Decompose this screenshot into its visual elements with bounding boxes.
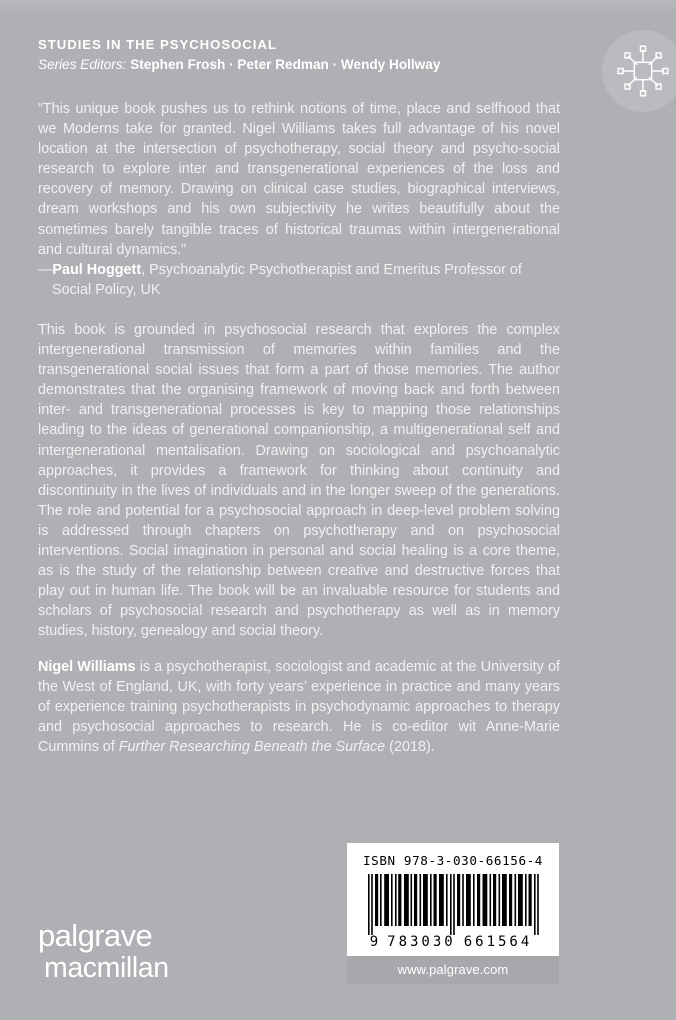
- author-bio-part2: (2018).: [385, 739, 435, 756]
- series-editors-label: Series Editors:: [38, 57, 127, 72]
- book-description: This book is grounded in psychosocial research that explores the complex intergenerational transmission of memories within families and the transgenerational social issues that form a part of those memories. The author demonstrates that the organising framework of moving back and forth between inter- and transgenerational processes is key to mapping those relationships leading to the ideas of generational companionship, a multigenerational self and intergenerational mentalisation. Drawing on sociological and psychoanalytic approaches, it provides a framework for thinking about continuity and discontinuity in the lives of individuals and in the longer sweep of the generations. The role and potential for a psychosocial approach in deep-level problem solving is addressed through chapters on psychotherapy and on psychosocial interventions. Social imagination in personal and social healing is a core theme, as is the study of the relationship between creative and destructive forces that play out in human life. The book will be an invaluable resource for students and scholars of psychosocial research and psychotherapy as well as in memory studies, history, genealogy and social theory.: [38, 322, 560, 640]
- endorsement-attribution: [38, 260, 560, 300]
- endorsement-quote: “This unique book pushes us to rethink notions of time, place and selfhood that we Moderns take for granted. Nigel Williams takes full advantage of his novel location at the intersection of psychotherapy, social theory and psycho-social research to explore inter and transgenerational experiences of the loss and recovery of memory. Drawing on clinical case studies, biographical interviews, dream workshops and his own subjectivity he writes beautifully about the sometimes barely tangible traces of historical traumas within intergenerational and cultural dynamics.”: [38, 101, 560, 258]
- barcode-group-left: 783030: [387, 934, 456, 950]
- barcode-lead-digit: 9: [369, 934, 379, 950]
- author-bio: [38, 657, 560, 757]
- series-emblem-circle: [602, 30, 676, 112]
- author-name: Nigel Williams: [38, 659, 136, 675]
- barcode-digits: [357, 934, 549, 951]
- series-editors-names: Stephen Frosh · Peter Redman · Wendy Hollway: [130, 57, 441, 72]
- description-block: [38, 320, 560, 642]
- isbn-barcode-area: [347, 843, 559, 984]
- series-header: [38, 36, 560, 74]
- author-bio-part1: is a psychotherapist, sociologist and academic at the University of the West of England, UK, with forty years’ experience in practice and many years of experience training psychotherapists in psychodynamic approaches to therapy and psychosocial approaches to research. He is co-editor wit Anne-Marie Cummins of: [38, 659, 560, 756]
- publisher-url[interactable]: www.palgrave.com: [347, 956, 559, 984]
- author-book-title: Further Researching Beneath the Surface: [118, 739, 386, 756]
- attribution-role: , Psychoanalytic Psychotherapist and Emeritus Professor of Social Policy, UK: [52, 261, 522, 298]
- top-sheen-band: [0, 0, 676, 14]
- series-title: STUDIES IN THE PSYCHOSOCIAL: [38, 37, 277, 52]
- logo-line-macmillan: macmillan: [44, 952, 169, 984]
- ean13-barcode: [360, 874, 546, 935]
- psychosocial-series-emblem-icon: [612, 40, 674, 102]
- endorsement-block: [38, 99, 560, 300]
- series-editors-line: [38, 55, 560, 74]
- palgrave-macmillan-logo: [38, 920, 169, 983]
- author-bio-block: [38, 657, 560, 757]
- isbn-card: [347, 843, 559, 956]
- logo-line-palgrave: palgrave: [38, 918, 153, 953]
- barcode-group-right: 661564: [463, 934, 533, 950]
- attribution-name: Paul Hoggett: [52, 261, 142, 278]
- attribution-dash: —: [38, 261, 53, 278]
- isbn-number: ISBN 978-3-030-66156-4: [362, 853, 543, 868]
